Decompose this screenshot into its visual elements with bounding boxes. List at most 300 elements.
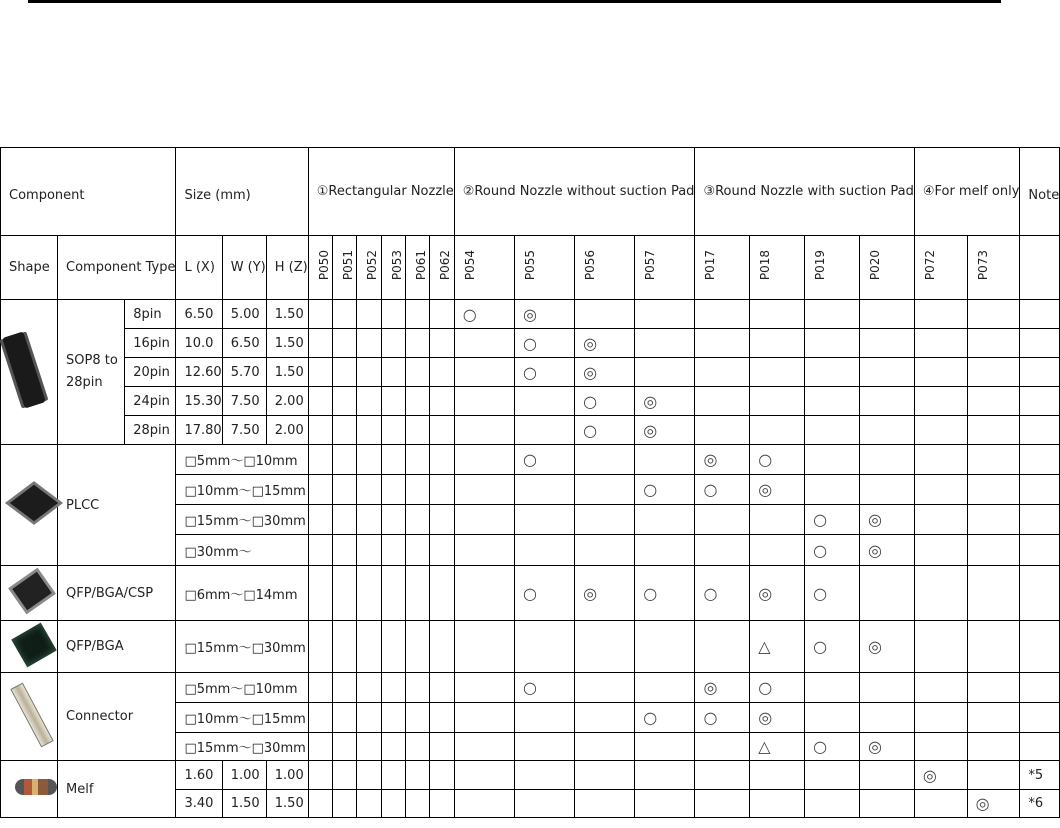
- nozzle-compat-cell: [750, 535, 805, 566]
- nozzle-compat-cell: [430, 475, 454, 505]
- nozzle-compat-cell: [381, 445, 405, 475]
- component-type-plcc: PLCC: [58, 445, 176, 566]
- nozzle-compat-cell: [308, 535, 332, 566]
- nozzle-compat-cell: [805, 673, 860, 703]
- pin-count: 16pin: [125, 329, 176, 358]
- nozzle-compat-cell: [381, 387, 405, 416]
- nozzle-compat-cell: [575, 761, 635, 790]
- nozzle-compat-cell: [967, 475, 1020, 505]
- nozzle-compat-cell: ○: [805, 566, 860, 621]
- nozzle-compat-cell: [750, 387, 805, 416]
- nozzle-compat-cell: ○: [514, 329, 574, 358]
- nozzle-compat-cell: [357, 329, 381, 358]
- nozzle-compat-cell: [914, 703, 967, 733]
- shape-plcc: [1, 445, 58, 566]
- size-l: 10.0: [176, 329, 222, 358]
- note-cell: [1020, 416, 1060, 445]
- nozzle-compat-cell: [357, 358, 381, 387]
- size-range: □6mm～□14mm: [176, 566, 308, 621]
- nozzle-compat-cell: [406, 703, 430, 733]
- nozzle-compat-cell: [859, 445, 914, 475]
- nozzle-compat-cell: [635, 673, 695, 703]
- size-range: □5mm～□10mm: [176, 445, 308, 475]
- nozzle-compat-cell: [750, 329, 805, 358]
- nozzle-compat-cell: [430, 445, 454, 475]
- nozzle-compat-cell: ○: [514, 566, 574, 621]
- note-cell: [1020, 329, 1060, 358]
- nozzle-compat-cell: [635, 535, 695, 566]
- nozzle-compat-cell: [575, 535, 635, 566]
- nozzle-compat-cell: [750, 300, 805, 329]
- size-l: 1.60: [176, 761, 222, 790]
- nozzle-compat-cell: [575, 733, 635, 761]
- nozzle-compat-cell: [454, 535, 514, 566]
- nozzle-compat-cell: [357, 387, 381, 416]
- nozzle-compat-cell: [575, 621, 635, 673]
- header-round-nozzle-with-pad: ③Round Nozzle with suction Pad: [695, 148, 914, 236]
- note-cell: [1020, 358, 1060, 387]
- nozzle-compat-cell: ○: [514, 673, 574, 703]
- nozzle-compat-cell: [430, 566, 454, 621]
- nozzle-compat-cell: [381, 566, 405, 621]
- subheader-w: W (Y): [222, 236, 266, 300]
- nozzle-compat-cell: [914, 416, 967, 445]
- nozzle-compat-cell: [454, 673, 514, 703]
- size-range: □10mm～□15mm: [176, 703, 308, 733]
- nozzle-compat-cell: ○: [805, 535, 860, 566]
- nozzle-compat-cell: [967, 566, 1020, 621]
- nozzle-compat-cell: [750, 761, 805, 790]
- nozzle-compat-cell: [333, 790, 357, 818]
- nozzle-compat-cell: [514, 505, 574, 535]
- nozzle-compat-cell: ○: [575, 387, 635, 416]
- nozzle-compat-cell: [430, 621, 454, 673]
- nozzle-compat-cell: ○: [514, 445, 574, 475]
- nozzle-code-header: P055: [514, 236, 574, 300]
- nozzle-compat-cell: [805, 358, 860, 387]
- nozzle-compat-cell: [430, 733, 454, 761]
- nozzle-compat-cell: [381, 416, 405, 445]
- size-l: 3.40: [176, 790, 222, 818]
- nozzle-compat-cell: [514, 416, 574, 445]
- nozzle-compat-cell: ○: [695, 703, 750, 733]
- nozzle-compat-cell: ◎: [575, 329, 635, 358]
- nozzle-compat-cell: [635, 445, 695, 475]
- nozzle-compat-cell: [805, 387, 860, 416]
- nozzle-compat-cell: [914, 329, 967, 358]
- top-rule: [28, 0, 1001, 3]
- note-cell: [1020, 300, 1060, 329]
- nozzle-compat-cell: [914, 621, 967, 673]
- nozzle-compat-cell: [406, 673, 430, 703]
- nozzle-compat-cell: [308, 358, 332, 387]
- nozzle-compat-cell: [967, 535, 1020, 566]
- nozzle-compat-cell: ○: [805, 505, 860, 535]
- nozzle-compat-cell: [859, 416, 914, 445]
- nozzle-compat-cell: [308, 387, 332, 416]
- nozzle-compat-cell: ○: [695, 566, 750, 621]
- nozzle-compat-cell: [357, 475, 381, 505]
- note-cell: [1020, 733, 1060, 761]
- sop-chip-icon: [2, 331, 46, 408]
- pin-count: 28pin: [125, 416, 176, 445]
- nozzle-compat-cell: [514, 733, 574, 761]
- nozzle-compat-cell: [967, 733, 1020, 761]
- nozzle-compat-cell: [750, 790, 805, 818]
- nozzle-compat-cell: △: [750, 733, 805, 761]
- nozzle-compat-cell: ○: [805, 621, 860, 673]
- size-h: 1.50: [266, 300, 308, 329]
- header-melf-nozzle: ④For melf only: [914, 148, 1020, 236]
- nozzle-code-header: P057: [635, 236, 695, 300]
- size-w: 7.50: [222, 416, 266, 445]
- size-w: 1.00: [222, 761, 266, 790]
- nozzle-compat-cell: [357, 733, 381, 761]
- nozzle-compat-cell: [430, 387, 454, 416]
- nozzle-compat-cell: [914, 535, 967, 566]
- nozzle-compat-cell: [406, 761, 430, 790]
- nozzle-compat-cell: [430, 505, 454, 535]
- header-note: Note: [1020, 148, 1060, 236]
- nozzle-compat-cell: ○: [454, 300, 514, 329]
- nozzle-compat-cell: [454, 445, 514, 475]
- nozzle-compat-cell: [575, 505, 635, 535]
- nozzle-compat-cell: ◎: [695, 445, 750, 475]
- nozzle-compat-cell: [859, 566, 914, 621]
- nozzle-compat-cell: ○: [695, 475, 750, 505]
- pin-count: 8pin: [125, 300, 176, 329]
- nozzle-compat-cell: [406, 329, 430, 358]
- nozzle-compat-cell: [357, 535, 381, 566]
- nozzle-compat-cell: [333, 358, 357, 387]
- size-w: 6.50: [222, 329, 266, 358]
- nozzle-compat-cell: [430, 703, 454, 733]
- nozzle-compat-cell: [308, 621, 332, 673]
- nozzle-compat-cell: [967, 300, 1020, 329]
- nozzle-compat-cell: ◎: [635, 387, 695, 416]
- nozzle-compat-cell: [695, 621, 750, 673]
- nozzle-compat-cell: [635, 621, 695, 673]
- note-cell: [1020, 475, 1060, 505]
- size-h: 1.00: [266, 761, 308, 790]
- nozzle-compat-cell: [406, 505, 430, 535]
- component-type-qfp-bga-csp: QFP/BGA/CSP: [58, 566, 176, 621]
- nozzle-compat-cell: [381, 475, 405, 505]
- nozzle-compat-cell: [914, 566, 967, 621]
- size-range: □30mm～: [176, 535, 308, 566]
- nozzle-compat-cell: ◎: [750, 566, 805, 621]
- size-h: 1.50: [266, 790, 308, 818]
- size-range: □15mm～□30mm: [176, 733, 308, 761]
- nozzle-compat-cell: [575, 300, 635, 329]
- nozzle-compat-cell: [859, 358, 914, 387]
- nozzle-compat-cell: ◎: [514, 300, 574, 329]
- nozzle-code-header: P062: [430, 236, 454, 300]
- note-cell: [1020, 535, 1060, 566]
- component-type-melf: Melf: [58, 761, 176, 818]
- nozzle-compat-cell: △: [750, 621, 805, 673]
- nozzle-compat-cell: [635, 300, 695, 329]
- nozzle-compat-cell: [381, 761, 405, 790]
- nozzle-compat-cell: [406, 445, 430, 475]
- nozzle-compat-cell: [575, 790, 635, 818]
- nozzle-compat-cell: ○: [750, 445, 805, 475]
- nozzle-compat-cell: [381, 703, 405, 733]
- subheader-shape: Shape: [1, 236, 58, 300]
- nozzle-compat-cell: [430, 673, 454, 703]
- nozzle-compat-cell: [859, 673, 914, 703]
- nozzle-compat-cell: [430, 416, 454, 445]
- nozzle-compat-cell: [381, 621, 405, 673]
- size-h: 1.50: [266, 358, 308, 387]
- nozzle-compat-cell: ○: [635, 703, 695, 733]
- nozzle-compat-cell: [430, 300, 454, 329]
- nozzle-compat-cell: ◎: [575, 358, 635, 387]
- component-type-qfp-bga: QFP/BGA: [58, 621, 176, 673]
- component-type-sop: SOP8 to 28pin: [58, 300, 125, 445]
- nozzle-compat-cell: ○: [635, 475, 695, 505]
- nozzle-compat-cell: [308, 733, 332, 761]
- plcc-chip-icon: [10, 485, 58, 521]
- nozzle-compat-cell: [454, 761, 514, 790]
- nozzle-compat-cell: [859, 387, 914, 416]
- nozzle-compat-cell: [454, 329, 514, 358]
- nozzle-compat-cell: [333, 761, 357, 790]
- nozzle-compat-cell: [695, 358, 750, 387]
- nozzle-compat-cell: [514, 790, 574, 818]
- nozzle-compat-cell: [381, 358, 405, 387]
- nozzle-compat-cell: ◎: [635, 416, 695, 445]
- nozzle-code-header: P019: [805, 236, 860, 300]
- nozzle-compat-cell: [750, 416, 805, 445]
- nozzle-compat-cell: [333, 535, 357, 566]
- size-h: 2.00: [266, 387, 308, 416]
- nozzle-compat-cell: [575, 673, 635, 703]
- nozzle-compat-cell: ◎: [914, 761, 967, 790]
- nozzle-code-header: P018: [750, 236, 805, 300]
- nozzle-compat-cell: [805, 445, 860, 475]
- nozzle-compat-cell: [635, 329, 695, 358]
- nozzle-compat-cell: [381, 733, 405, 761]
- nozzle-compat-cell: [406, 535, 430, 566]
- nozzle-code-header: P020: [859, 236, 914, 300]
- nozzle-compat-cell: [967, 703, 1020, 733]
- nozzle-compat-cell: [750, 505, 805, 535]
- nozzle-compat-cell: [454, 703, 514, 733]
- nozzle-compat-cell: [430, 761, 454, 790]
- note-cell: [1020, 445, 1060, 475]
- nozzle-compat-cell: [914, 673, 967, 703]
- note-cell: *6: [1020, 790, 1060, 818]
- nozzle-compat-cell: [381, 505, 405, 535]
- nozzle-code-header: P050: [308, 236, 332, 300]
- nozzle-compat-cell: ◎: [575, 566, 635, 621]
- nozzle-compat-cell: [454, 790, 514, 818]
- size-l: 15.30: [176, 387, 222, 416]
- nozzle-compat-cell: [575, 475, 635, 505]
- nozzle-compat-cell: [914, 358, 967, 387]
- nozzle-compat-cell: [333, 475, 357, 505]
- nozzle-compat-cell: [750, 358, 805, 387]
- nozzle-compat-cell: [333, 387, 357, 416]
- note-cell: [1020, 566, 1060, 621]
- nozzle-compat-cell: ◎: [750, 703, 805, 733]
- nozzle-compat-cell: [357, 505, 381, 535]
- nozzle-compat-cell: [805, 300, 860, 329]
- nozzle-compat-cell: [805, 475, 860, 505]
- nozzle-compat-cell: [695, 790, 750, 818]
- header-component: Component: [1, 148, 176, 236]
- melf-icon: [15, 779, 57, 795]
- nozzle-compat-cell: [308, 790, 332, 818]
- nozzle-compat-cell: ◎: [859, 733, 914, 761]
- nozzle-compat-cell: [967, 761, 1020, 790]
- nozzle-compat-cell: [333, 566, 357, 621]
- nozzle-compat-cell: [859, 300, 914, 329]
- nozzle-compat-cell: [805, 329, 860, 358]
- nozzle-compat-cell: [967, 358, 1020, 387]
- nozzle-compat-cell: [859, 790, 914, 818]
- nozzle-compat-cell: [454, 566, 514, 621]
- nozzle-compat-cell: [357, 416, 381, 445]
- nozzle-compat-cell: [635, 790, 695, 818]
- size-h: 1.50: [266, 329, 308, 358]
- nozzle-compat-cell: [357, 566, 381, 621]
- nozzle-compat-cell: [357, 673, 381, 703]
- nozzle-compat-cell: [333, 329, 357, 358]
- subheader-h: H (Z): [266, 236, 308, 300]
- subheader-l: L (X): [176, 236, 222, 300]
- nozzle-compat-cell: [430, 329, 454, 358]
- nozzle-compat-cell: [695, 535, 750, 566]
- nozzle-code-header: P052: [357, 236, 381, 300]
- nozzle-compat-cell: ◎: [859, 621, 914, 673]
- nozzle-compat-cell: [454, 505, 514, 535]
- nozzle-compat-cell: [454, 733, 514, 761]
- nozzle-compat-cell: [514, 621, 574, 673]
- nozzle-compat-cell: [357, 761, 381, 790]
- qfp-chip-icon: [12, 572, 51, 611]
- nozzle-compat-cell: [308, 761, 332, 790]
- size-w: 5.70: [222, 358, 266, 387]
- nozzle-compat-cell: [805, 703, 860, 733]
- pin-count: 20pin: [125, 358, 176, 387]
- bga-chip-icon: [11, 622, 56, 667]
- nozzle-compat-cell: [406, 566, 430, 621]
- subheader-component-type: Component Type: [58, 236, 176, 300]
- size-w: 1.50: [222, 790, 266, 818]
- nozzle-compat-cell: [454, 358, 514, 387]
- nozzle-compat-cell: [859, 475, 914, 505]
- nozzle-compat-cell: [308, 505, 332, 535]
- size-range: □15mm～□30mm: [176, 505, 308, 535]
- nozzle-compat-cell: [406, 475, 430, 505]
- size-l: 12.60: [176, 358, 222, 387]
- nozzle-compat-cell: [695, 505, 750, 535]
- nozzle-compat-cell: [805, 416, 860, 445]
- nozzle-compat-cell: [357, 445, 381, 475]
- nozzle-compat-cell: [695, 329, 750, 358]
- nozzle-compat-cell: [308, 329, 332, 358]
- nozzle-compat-cell: [914, 475, 967, 505]
- nozzle-compat-cell: [381, 300, 405, 329]
- nozzle-compat-cell: [308, 703, 332, 733]
- size-l: 17.80: [176, 416, 222, 445]
- nozzle-compat-cell: [406, 733, 430, 761]
- nozzle-compat-cell: [914, 790, 967, 818]
- nozzle-compat-cell: ○: [805, 733, 860, 761]
- nozzle-code-header: P017: [695, 236, 750, 300]
- nozzle-code-header: P054: [454, 236, 514, 300]
- nozzle-compat-cell: ◎: [859, 505, 914, 535]
- nozzle-compat-cell: [575, 703, 635, 733]
- shape-melf: [1, 761, 58, 818]
- nozzle-compatibility-table: [0, 147, 1060, 818]
- nozzle-compat-cell: [914, 445, 967, 475]
- nozzle-compat-cell: [308, 300, 332, 329]
- size-h: 2.00: [266, 416, 308, 445]
- nozzle-compat-cell: [406, 790, 430, 818]
- size-range: □10mm～□15mm: [176, 475, 308, 505]
- nozzle-code-header: P061: [406, 236, 430, 300]
- nozzle-compat-cell: [406, 358, 430, 387]
- nozzle-compat-cell: [308, 416, 332, 445]
- nozzle-compat-cell: ◎: [859, 535, 914, 566]
- nozzle-compat-cell: [333, 416, 357, 445]
- nozzle-compat-cell: [454, 416, 514, 445]
- nozzle-compat-cell: [914, 505, 967, 535]
- nozzle-compat-cell: ◎: [750, 475, 805, 505]
- nozzle-compat-cell: [514, 475, 574, 505]
- size-w: 5.00: [222, 300, 266, 329]
- note-cell: [1020, 703, 1060, 733]
- connector-icon: [10, 682, 53, 747]
- size-range: □5mm～□10mm: [176, 673, 308, 703]
- nozzle-compat-cell: [406, 621, 430, 673]
- nozzle-compat-cell: [308, 475, 332, 505]
- nozzle-compat-cell: [695, 761, 750, 790]
- nozzle-compat-cell: [967, 445, 1020, 475]
- shape-sop: [1, 300, 58, 445]
- nozzle-compat-cell: [967, 621, 1020, 673]
- nozzle-compat-cell: [805, 761, 860, 790]
- shape-connector: [1, 673, 58, 761]
- nozzle-compat-cell: [333, 673, 357, 703]
- note-cell: [1020, 387, 1060, 416]
- nozzle-compat-cell: [695, 733, 750, 761]
- nozzle-compat-cell: [635, 358, 695, 387]
- header-size: Size (mm): [176, 148, 308, 236]
- nozzle-compat-cell: [967, 505, 1020, 535]
- nozzle-compat-cell: [514, 535, 574, 566]
- nozzle-compat-cell: [575, 445, 635, 475]
- nozzle-compat-cell: [514, 761, 574, 790]
- nozzle-compat-cell: [381, 535, 405, 566]
- nozzle-compat-cell: [406, 416, 430, 445]
- nozzle-compat-cell: ◎: [967, 790, 1020, 818]
- nozzle-compat-cell: [635, 505, 695, 535]
- nozzle-compat-cell: [406, 387, 430, 416]
- nozzle-compat-cell: ○: [635, 566, 695, 621]
- nozzle-compat-cell: [967, 673, 1020, 703]
- note-cell: *5: [1020, 761, 1060, 790]
- nozzle-compat-cell: [967, 387, 1020, 416]
- nozzle-compat-cell: [333, 703, 357, 733]
- nozzle-compat-cell: [430, 535, 454, 566]
- nozzle-code-header: P073: [967, 236, 1020, 300]
- nozzle-compat-cell: [333, 300, 357, 329]
- nozzle-compat-cell: [635, 733, 695, 761]
